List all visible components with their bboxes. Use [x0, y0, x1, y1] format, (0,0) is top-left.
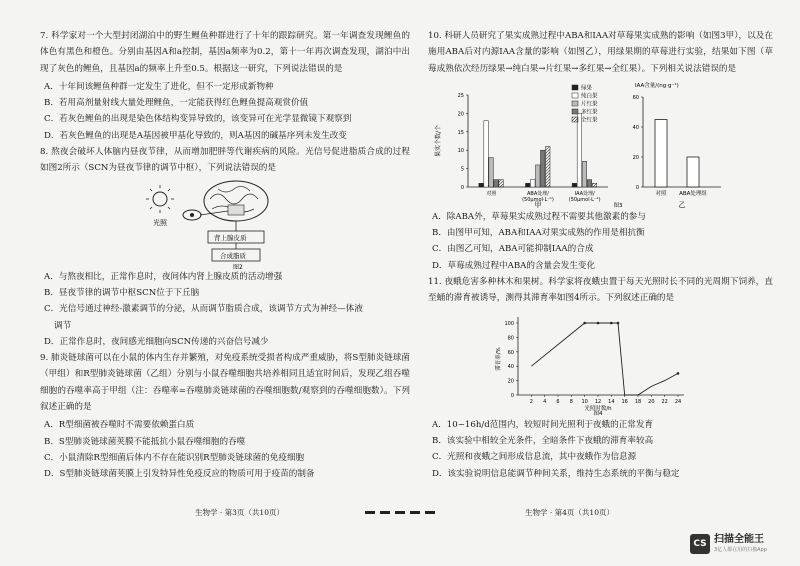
y-tick-label: 20: [457, 111, 464, 118]
scanner-logo: [690, 529, 794, 559]
bar-1-4: [546, 146, 551, 186]
bar-0-0: [479, 183, 484, 187]
y-tick-label: 0: [460, 184, 464, 191]
sun-icon: [146, 185, 174, 213]
figure-2-diagram: [40, 179, 410, 269]
y-axis-label: 果实个数/个: [435, 124, 442, 157]
q10-option-c: C．由图乙可知，ABA可能抑制IAA的合成: [432, 244, 594, 255]
figure-4: [428, 309, 773, 417]
bar-2-2: [582, 161, 587, 187]
x-tick-label: 6: [556, 398, 560, 405]
q9-option-c: C．小鼠清除R型细菌后体内不存在能识别R型肺炎链球菌的免疫细胞: [44, 452, 305, 463]
data-point: [583, 321, 586, 324]
question-9-stem: 9. 肺炎链球菌可以在小鼠的体内生存并繁殖，对免疫系统受损者构成严重威胁，将S型肺炎链球菌（甲组）和R型肺炎链球菌（乙组）分别与小鼠吞噬细胞共培养相同且适宜时间后，发现乙组吞噬细胞的吞噬率高于甲组（注：吞噬率=吞噬肺炎链球菌的吞噬细胞数/观察到的吞噬细胞数）。下列叙述正确的是: [40, 353, 410, 413]
q7-option-b: B．若用高剂量射线大量处理鲤鱼，一定能获得红色鲤鱼提高观赏价值: [44, 98, 309, 109]
q8-option-c-cont: 调节: [54, 320, 72, 331]
figure-3: [428, 79, 773, 209]
footer-right: 生物学 · 第4页（共10页）: [525, 508, 614, 517]
y-tick-label: 20: [507, 378, 514, 385]
q7-option-c: C．若灰色鲤鱼的出现是染色体结构变异导致的，该变异可在光学显微镜下观察到: [44, 114, 352, 125]
x-tick-label: 22: [661, 398, 668, 405]
x-tick-label: 14: [608, 398, 615, 405]
bar-0-4: [499, 180, 504, 187]
question-7-stem: 7. 科学家对一个大型封闭湖泊中的野生鲤鱼种群进行了十年的跟踪研究。第一年调查发现鲤鱼的体色有黑色和橙色。分别由基因A和a控制，基因a频率为0.2，第十一年再次调查发现，湖泊中出现了灰色的鲤鱼，且基因a的频率上升至0.5。根据这一研究，下列说法错误的是: [40, 31, 410, 74]
bar-0-3: [494, 180, 499, 187]
diapause-line: [531, 323, 678, 395]
x-tick-label: 24: [674, 398, 682, 405]
figure-4-chart: [428, 309, 773, 417]
light-label: 光照: [153, 218, 167, 227]
data-point: [597, 321, 600, 324]
question-8-stem: 8. 熬夜会破坏人体脑内昼夜节律，从而增加肥胖等代谢疾病的风险。光信号促进脂质合成的过程如图2所示（SCN为昼夜节律的调节中枢），下列说法错误的是: [40, 147, 410, 174]
q9-option-b: B．S型肺炎链球菌荚膜不能抵抗小鼠吞噬细胞的吞噬: [44, 436, 246, 447]
x-tick-label: 10: [581, 398, 588, 405]
iaa-bar-0: [655, 119, 667, 187]
legend-swatch: [572, 109, 578, 114]
x-tick-label: 4: [543, 398, 547, 405]
legend-swatch: [572, 117, 578, 122]
bar-2-1: [577, 113, 582, 187]
bar-0-2: [489, 157, 493, 186]
y-tick-label: 5: [460, 166, 464, 173]
footer-left: 生物学 · 第3页（共10页）: [195, 508, 284, 517]
y-tick-label: 15: [457, 129, 464, 136]
logo-subtitle: 3亿人都在用的扫描App: [714, 547, 767, 553]
camscanner-logo-icon: CS: [690, 534, 710, 554]
x-axis-label: 光照时数/h: [584, 405, 612, 412]
figure-3a-label: 甲: [534, 200, 542, 209]
data-point: [677, 372, 680, 375]
legend-label: 多红果: [581, 109, 598, 116]
x-tick-label: (50μmol·L⁻¹): [522, 196, 554, 203]
bar-2-0: [572, 183, 577, 187]
figure-3-charts: [428, 79, 773, 209]
bar-1-3: [541, 150, 546, 187]
x-tick-label: IAA处理/: [574, 190, 595, 197]
box2-label: 合成脂质: [220, 251, 246, 260]
q7-option-d: D．若灰色鲤鱼的出现是A基因被甲基化导致的，则A基因的碱基序列未发生改变: [44, 130, 347, 141]
left-column: [40, 28, 410, 483]
q8-option-d: D．正常作息时，夜间感光细胞向SCN传递的兴奋信号减少: [44, 336, 269, 347]
legend-label: 纯白果: [581, 93, 598, 100]
q9-option-a: A．R型细菌被吞噬时不需要依赖蛋白质: [44, 420, 195, 431]
y-tick-label: 80: [507, 335, 514, 342]
y-tick-label: 0: [510, 392, 514, 399]
figure-4-caption: 图4: [593, 410, 603, 417]
q8-option-a: A．与熬夜相比，正常作息时，夜间体内肾上腺皮质的活动增强: [44, 271, 283, 282]
question-10-stem: 10. 科研人员研究了果实成熟过程中ABA和IAA对草莓果实成熟的影响（如图3甲），以及在施用ABA后对内源IAA含量的影响（如图乙），用绿果期的草莓进行实验，结果如下图（草莓成熟依次经历绿果→纯白果→片红果→多红果→全红果）。下列相关说法错误的是: [428, 31, 773, 74]
y-tick-label: 40: [507, 363, 514, 370]
q11-option-b: B．该实验中相较全光条件，全暗条件下夜蛾的滞育率较高: [432, 435, 654, 446]
x-tick-label: ABA处理/: [527, 190, 549, 197]
y-tick-label-2: 0: [635, 184, 639, 191]
bar-2-4: [592, 183, 597, 187]
q11-option-d: D．该实验说明信息能调节种间关系，维持生态系统的平衡与稳定: [432, 468, 680, 479]
x-tick-label: 20: [648, 398, 655, 405]
x-tick-label: (50μmol·L⁻¹): [568, 196, 601, 203]
legend-label: 片红果: [581, 101, 598, 108]
x-tick-label-2: ABA处理组: [679, 190, 707, 197]
y-tick-label: 10: [457, 148, 464, 155]
bar-2-3: [587, 180, 592, 187]
y-tick-label-2: 40: [632, 124, 639, 131]
y-axis-label: 滞育率/%: [496, 346, 502, 371]
q10-option-b: B．由图甲可知，ABA和IAA对果实成熟的作用是相抗衡: [432, 228, 645, 239]
figure-3-caption: 图3: [613, 202, 623, 209]
legend-swatch: [572, 93, 578, 98]
figure-2: [40, 179, 410, 269]
x-tick-label: 2: [529, 398, 533, 405]
q7-option-a: A．十年间该鲤鱼种群一定发生了进化，但不一定形成新物种: [44, 81, 274, 92]
q8-option-c: C．光信号通过神经-激素调节的分泌，从而调节脂质合成，该调节方式为神经—体液: [44, 304, 363, 315]
q11-option-c: C．光照和夜蛾之间形成信息流，其中夜蛾作为信息源: [432, 452, 637, 463]
y-axis-label-2: IAA含量/(ng·g⁻¹): [635, 82, 679, 89]
box1-label: 背上腺皮质: [214, 233, 247, 242]
bar-1-0: [526, 183, 531, 187]
x-tick-label: 对照: [486, 190, 497, 197]
logo-title: 扫描全能王: [714, 534, 764, 545]
x-tick-label: 16: [621, 398, 628, 405]
page-divider: [350, 511, 450, 515]
x-tick-label: 12: [594, 398, 602, 405]
bar-1-1: [531, 180, 536, 187]
legend-label: 绿果: [581, 85, 593, 92]
q10-option-d: D．草莓成熟过程中ABA的含量会发生变化: [432, 260, 596, 271]
data-point: [617, 321, 620, 324]
legend-swatch: [572, 101, 578, 106]
q9-option-d: D．S型肺炎链球菌荚膜上引发特异性免疫反应的物质可用于疫苗的制备: [44, 469, 315, 480]
x-tick-label: 18: [634, 398, 642, 405]
bar-1-2: [536, 165, 541, 187]
right-column: [428, 28, 773, 482]
question-11-stem: 11. 夜蛾危害多种林木和果树。科学家将夜蛾虫置于每天光照时长不同的光周期下饲养，直至蛹的滞育被诱导，测得其滞育率如图4所示。下列叙述正确的是: [428, 277, 773, 304]
q8-option-b: B．昼夜节律的调节中枢SCN位于下丘脑: [44, 287, 200, 298]
figure-3b-label: 乙: [678, 200, 686, 209]
y-tick-label: 100: [504, 320, 514, 327]
q11-option-a: A．10~16h/d范围内，较短时间光照利于夜蛾的正常发育: [432, 419, 654, 430]
data-point: [610, 321, 613, 324]
iaa-bar-1: [687, 157, 699, 187]
x-tick-label: 8: [569, 398, 573, 405]
legend-label: 全红果: [581, 117, 598, 124]
y-tick-label-2: 60: [632, 94, 639, 101]
brain-icon: [204, 181, 268, 221]
y-tick-label: 60: [507, 349, 514, 356]
figure-2-caption: 图2: [233, 263, 243, 269]
y-tick-label-2: 20: [632, 154, 639, 161]
bar-0-1: [484, 121, 489, 187]
q10-option-a: A．除ABA外，草莓果实成熟过程不需要其他激素的参与: [432, 211, 646, 222]
y-tick-label: 25: [457, 92, 464, 99]
legend-swatch: [572, 85, 578, 90]
x-tick-label-2: 对照: [655, 190, 667, 197]
